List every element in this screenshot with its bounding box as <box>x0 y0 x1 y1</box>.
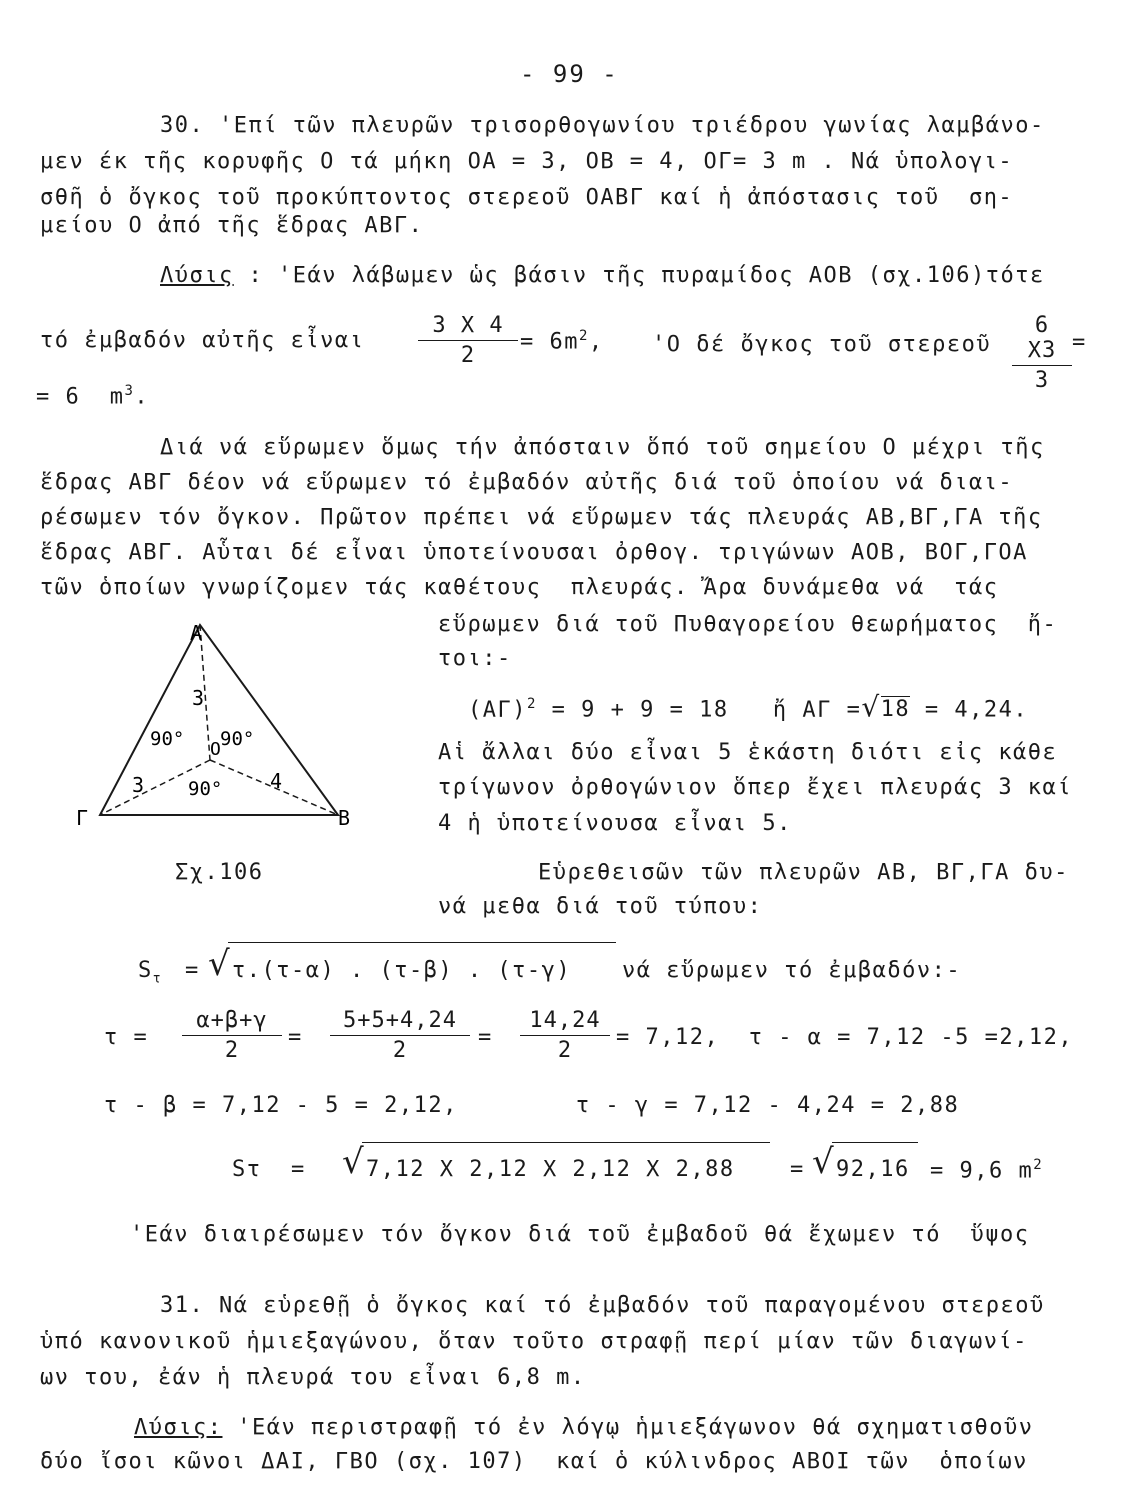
heron-body: τ.(τ-α) . (τ-β) . (τ-γ) <box>232 958 572 983</box>
volume-fraction-numerator: 6 Χ3 <box>1012 313 1072 366</box>
tau-rest: = 7,12, τ - α = 7,12 -5 =2,12, <box>616 1025 1074 1050</box>
st-result <box>930 1157 1043 1183</box>
vertex-label-o: Ο <box>210 739 221 760</box>
eq-ag-exponent: 2 <box>526 696 537 712</box>
area-result: = $6m^2$, <box>520 328 604 355</box>
length-label-og: 3 <box>132 773 145 797</box>
solution30-line-1-text: : 'Εάν λάβωμεν ὡς βάσιν τῆς πυραμίδος ΑΟΒ (σχ.106)τότε <box>233 263 1045 288</box>
page-number: - 99 - <box>520 60 619 88</box>
st-sqrt-bar-2 <box>832 1142 918 1143</box>
eq-ag-value: = 4,24. <box>910 697 1029 723</box>
tau-eq-2: = <box>478 1025 493 1050</box>
para3-line-2: τοι:- <box>438 646 512 671</box>
tau-fraction-2-num: 5+5+4,24 <box>330 1008 470 1036</box>
solution31-label: Λύσις: <box>134 1415 223 1440</box>
solution-label: Λύσις <box>160 263 234 288</box>
eq-ag-lhs: (ΑΓ) <box>468 697 527 723</box>
heron-lhs-s: S <box>138 958 153 983</box>
volume-fraction <box>1012 313 1072 393</box>
tau-eq-1: = <box>288 1025 303 1050</box>
problem30-line-4: μείου Ο ἀπό τῆς ἕδρας ΑΒΓ. <box>40 213 424 238</box>
tau-fraction-1-den: 2 <box>224 1038 240 1063</box>
tau-line-2: τ - β = 7,12 - 5 = 2,12, τ - γ = 7,12 - 4,24 = 2,88 <box>104 1093 960 1118</box>
para4-line-1: Αἱ ἄλλαι δύο εἶναι 5 ἑκάστη διότι εἰς κάθε <box>438 740 1058 765</box>
st-sqrt-1: 7,12 Χ 2,12 Χ 2,12 Χ 2,88 <box>366 1157 735 1182</box>
st-sqrt-symbol-1: √ <box>342 1142 364 1182</box>
volume-result-value: = 6 m <box>36 384 125 410</box>
heron-sqrt-bar <box>228 942 616 943</box>
vertex-label-a: Α <box>190 621 203 645</box>
volume-text: 'Ο δέ ὄγκος τοῦ στερεοῦ <box>652 332 992 357</box>
para5-line-1: Εὑρεθεισῶν τῶν πλευρῶν ΑΒ, ΒΓ,ΓΑ δυ- <box>538 860 1069 885</box>
problem31-line-3: ων του, ἐάν ἡ πλευρά του εἶναι 6,8 m. <box>40 1365 586 1390</box>
heron-equals: = <box>185 958 200 983</box>
solution30-line-1 <box>160 263 1045 289</box>
area-unit-exponent: 2 <box>578 328 589 344</box>
tau-fraction-2 <box>330 1008 470 1063</box>
conclusion-line: 'Εάν διαιρέσωμεν τόν ὄγκον διά τοῦ ἐμβαδοῦ θά ἔχωμεν τό ὕψος <box>130 1222 1030 1247</box>
para5-line-2: νά μεθα διά τοῦ τύπου: <box>438 894 763 919</box>
problem30-line-3: σθῆ ὁ ὄγκος τοῦ προκύπτοντος στερεοῦ ΟΑΒΓ καί ἡ ἀπόστασις τοῦ ση- <box>40 185 1014 210</box>
angle-label-3: 90° <box>188 778 223 800</box>
volume-unit-exponent: 3 <box>124 383 135 399</box>
st-result-exponent: 2 <box>1033 1157 1044 1173</box>
figure-106-triangle <box>70 610 370 840</box>
length-label-oa: 3 <box>192 686 205 710</box>
tau-fraction-1 <box>182 1008 282 1063</box>
st-sqrt-2: 92,16 <box>836 1157 910 1182</box>
para4-line-3: 4 ἡ ὑποτείνουσα εἶναι 5. <box>438 811 792 836</box>
tau-fraction-3 <box>520 1008 610 1063</box>
heron-sqrt-symbol: √ <box>208 944 230 984</box>
area-fraction-numerator: 3 Χ 4 <box>418 313 518 341</box>
heron-lhs-sub: τ <box>152 971 163 987</box>
st-sqrt-bar-1 <box>362 1142 770 1143</box>
area-fraction-denominator: 2 <box>460 343 476 368</box>
angle-label-1: 90° <box>150 728 185 750</box>
st-equals: = <box>790 1157 805 1182</box>
tau-fraction-1-num: α+β+γ <box>182 1008 282 1036</box>
figure-caption: Σχ.106 <box>175 860 264 885</box>
heron-tail: νά εὕρωμεν τό ἐμβαδόν:- <box>622 958 962 983</box>
st-result-value: = 9,6 m <box>930 1158 1034 1184</box>
para2-line-4: ἕδρας ΑΒΓ. Αὗται δέ εἶναι ὑποτείνουσαι ὀρθογ. τριγώνων ΑΟΒ, ΒΟΓ,ΓΟΑ <box>40 540 1028 565</box>
vertex-label-g: Γ <box>76 806 89 830</box>
solution31-line-2: δύο ἴσοι κῶνοι ΔΑΙ, ΓΒΟ (σχ. 107) καί ὁ κύλινδρος ΑΒΟΙ τῶν ὁποίων <box>40 1449 1028 1474</box>
equation-ag <box>468 691 1028 723</box>
sqrt-symbol-ag: √ <box>861 690 881 724</box>
area-text: τό ἐμβαδόν αὐτῆς εἶναι <box>40 328 365 353</box>
eq-ag-rest: = 9 + 9 = 18 ἤ ΑΓ = <box>536 697 862 723</box>
tau-fraction-2-den: 2 <box>392 1038 408 1063</box>
volume-equals: = <box>1072 330 1087 355</box>
problem30-line-1: 30. 'Επί τῶν πλευρῶν τρισορθογωνίου τριέδρου γωνίας λαμβάνο- <box>160 113 1045 138</box>
para2-line-2: ἕδρας ΑΒΓ δέον νά εὕρωμεν τό ἐμβαδόν αὐτῆς διά τοῦ ὁποίου νά διαι- <box>40 470 1014 495</box>
area-fraction <box>418 313 518 368</box>
area-result-value: = 6m <box>520 329 579 355</box>
tau-label: τ = <box>104 1025 149 1050</box>
angle-label-2: 90° <box>220 728 255 750</box>
problem31-line-1: 31. Νά εὑρεθῇ ὁ ὄγκος καί τό ἐμβαδόν τοῦ παραγομένου στερεοῦ <box>160 1293 1045 1318</box>
solution31-line-1-text: 'Εάν περιστραφῇ τό ἐν λόγῳ ἡμιεξάγωνον θά σχηματισθοῦν <box>222 1415 1034 1440</box>
para3-line-1: εὕρωμεν διά τοῦ Πυθαγορείου θεωρήματος ἤ- <box>438 612 1058 637</box>
solution31-line-1 <box>134 1415 1033 1441</box>
problem31-line-2: ὑπό κανονικοῦ ἡμιεξαγώνου, ὅταν τοῦτο στραφῇ περί μίαν τῶν διαγωνί- <box>40 1329 1028 1354</box>
eq-ag-sqrt-value: 18 <box>880 697 911 723</box>
vertex-label-b: Β <box>338 806 351 830</box>
volume-fraction-denominator: 3 <box>1034 368 1050 393</box>
para2-line-1: Διά νά εὕρωμεν ὅμως τήν ἀπόσταιν ὅπό τοῦ σημείου Ο μέχρι τῆς <box>160 435 1045 460</box>
tau-fraction-3-num: 14,24 <box>520 1008 610 1036</box>
st-sqrt-symbol-2: √ <box>812 1142 834 1182</box>
st-lhs: Sτ = <box>232 1157 306 1182</box>
para2-line-5: τῶν ὁποίων γνωρίζομεν τάς καθέτους πλευράς. Ἄρα δυνάμεθα νά τάς <box>40 575 999 600</box>
tau-fraction-3-den: 2 <box>557 1038 573 1063</box>
heron-lhs <box>138 958 162 986</box>
volume-result: = 6 $m^3$. <box>36 383 150 410</box>
length-label-ob: 4 <box>270 769 283 793</box>
para4-line-2: τρίγωνον ὀρθογώνιον ὅπερ ἔχει πλευράς 3 καί <box>438 775 1073 800</box>
para2-line-3: ρέσωμεν τόν ὄγκον. Πρῶτον πρέπει νά εὕρωμεν τάς πλευράς ΑΒ,ΒΓ,ΓΑ τῆς <box>40 505 1043 530</box>
problem30-line-2: μεν έκ τῆς κορυφῆς Ο τά μήκη ΟΑ = 3, ΟΒ = 4, ΟΓ= 3 m . Νά ὑπολογι- <box>40 149 1014 174</box>
